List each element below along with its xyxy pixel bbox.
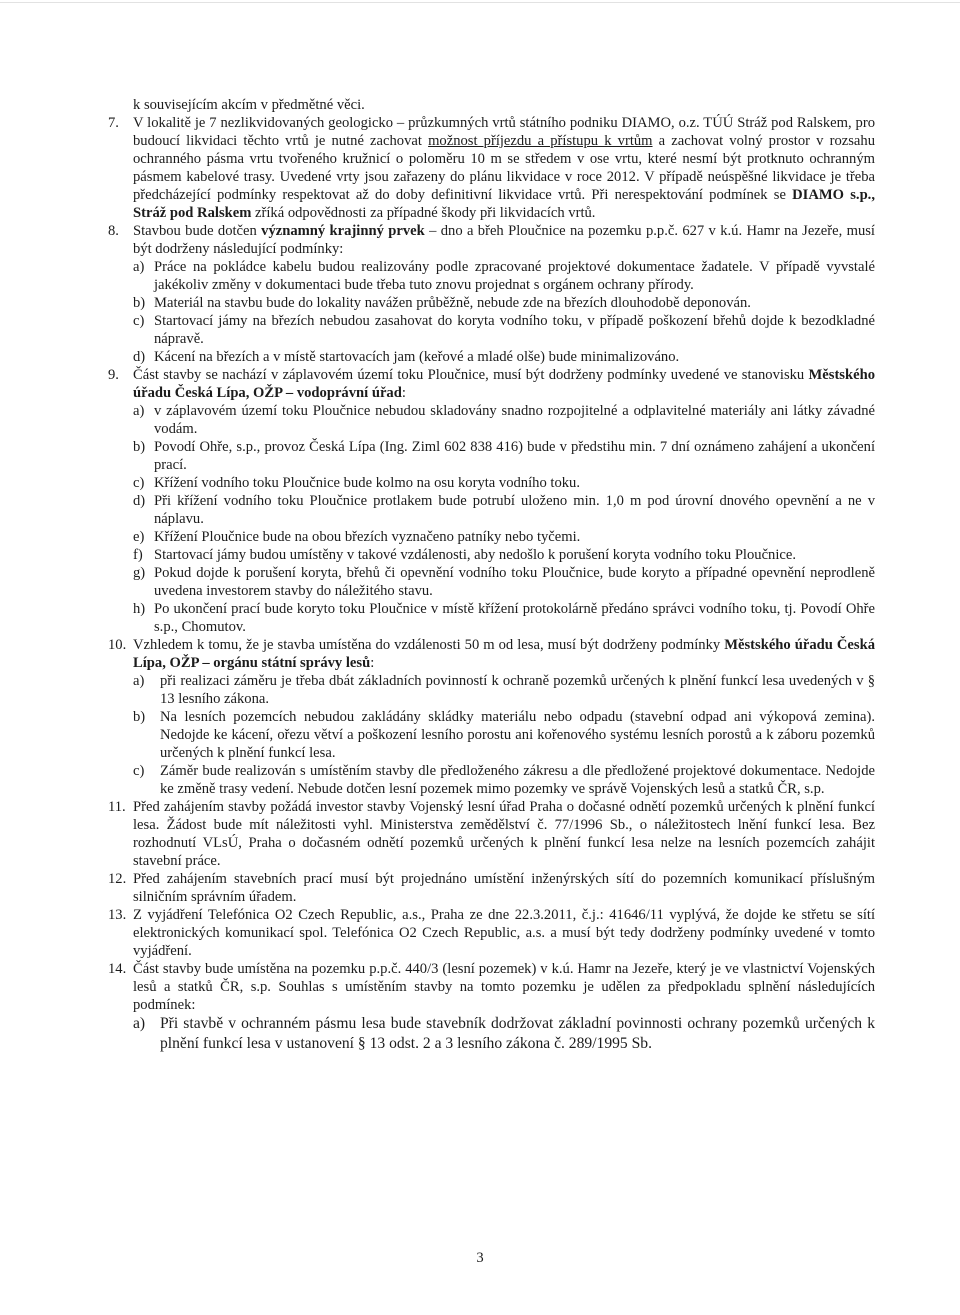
condition-number: 10. <box>108 637 127 653</box>
sub-condition-text: Kácení na březích a v místě startovacích jam (keřové a mladé olše) bude minimalizováno. <box>154 349 680 365</box>
sub-condition <box>133 708 875 762</box>
text-segment: Část stavby bude umístěna na pozemku p.p.č. 440/3 (lesní pozemek) v k.ú. Hamr na Jezeře, který je ve vlastnictví Vojenských lesů a statků ČR, s.p. Souhlas s umístěním stavby na tomto pozemku je udělen za předpokladu splnění následujících podmínek: <box>133 961 875 1013</box>
sub-condition <box>133 438 875 474</box>
sub-condition-label: f) <box>133 547 143 563</box>
sub-condition-label: c) <box>133 763 145 779</box>
condition-item <box>108 870 875 906</box>
text-segment: – dno a břeh Ploučnice na pozemku p.p.č. 627 v k.ú. Hamr na Jezeře, musí být dodrženy následující podmínky: <box>133 223 875 257</box>
sub-condition-label: d) <box>133 349 146 365</box>
underlined-text-segment: možnost příjezdu a přístupu k vrtům <box>428 133 653 149</box>
condition-text <box>133 960 875 1014</box>
sub-condition-text: Při stavbě v ochranném pásmu lesa bude stavebník dodržovat základní povinnosti ochrany pozemků určených k plnění funkcí lesa v ustanovení § 13 odst. 2 a 3 lesního zákona č. 289/1995 Sb. <box>160 1015 875 1052</box>
sub-condition <box>133 1014 875 1054</box>
text-segment: Před zahájením stavebních prací musí být projednáno umístění inženýrských sítí do pozemních komunikací příslušným silničním správním úřadem. <box>133 871 875 905</box>
sub-condition <box>133 528 875 546</box>
condition-item <box>108 222 875 366</box>
sub-condition-label: h) <box>133 601 146 617</box>
condition-item <box>108 798 875 870</box>
bold-text-segment: Městského úřadu Česká Lípa, OŽP – vodoprávní úřad <box>133 367 875 401</box>
text-segment: Z vyjádření Telefónica O2 Czech Republic, a.s., Praha ze dne 22.3.2011, č.j.: 41646/11 vyplývá, že dojde ke střetu se sítí elektronických komunikací spol. Telefónica O2 Czech Republic, a.s. a musí být tedy dodrženy podmínky uvedené v tomto vyjádření. <box>133 907 875 959</box>
sub-condition-text: Startovací jámy budou umístěny v takové vzdálenosti, aby nedošlo k porušení koryta vodního toku Ploučnice. <box>154 547 797 563</box>
sub-condition-text: Startovací jámy na březích nebudou zasahovat do koryta vodního toku, v případě poškození břehů dojde k bezodkladné nápravě. <box>154 313 875 347</box>
condition-number: 11. <box>108 799 126 815</box>
text-segment: Stavbou bude dotčen <box>133 223 262 239</box>
sub-condition-label: b) <box>133 709 146 725</box>
sub-condition <box>133 492 875 528</box>
text-segment: Vzhledem k tomu, že je stavba umístěna do vzdálenosti 50 m od lesa, musí být dodrženy podmínky <box>133 637 725 653</box>
sub-condition-text: Materiál na stavbu bude do lokality navážen průběžně, nebude zde na březích dlouhodobě deponován. <box>154 295 751 311</box>
sub-condition-label: a) <box>133 1015 146 1032</box>
sub-condition <box>133 402 875 438</box>
condition-number: 8. <box>108 223 119 239</box>
condition-number: 13. <box>108 907 127 923</box>
text-segment: zříká odpovědnosti za případné škody při likvidacích vrtů. <box>251 205 596 221</box>
document-body <box>108 96 875 1054</box>
sub-condition <box>133 312 875 348</box>
sub-condition <box>133 348 875 366</box>
sub-condition <box>133 672 875 708</box>
sub-condition-text: Práce na pokládce kabelu budou realizovány podle zpracované projektové dokumentace žadatele. V případě vyvstalé jakékoliv změny v dokumentaci bude třeba tuto znovu projednat s orgánem ochrany přírody. <box>154 259 875 293</box>
sub-condition <box>133 474 875 492</box>
sub-condition-text: Při křížení vodního toku Ploučnice protlakem bude potrubí uloženo min. 1,0 m pod úrovní dnového opevnění a ne v náplavu. <box>154 493 875 527</box>
sub-condition <box>133 762 875 798</box>
condition-text <box>133 636 875 672</box>
condition-text <box>133 906 875 960</box>
bold-text-segment: významný krajinný prvek <box>261 223 425 239</box>
bold-text-segment: DIAMO s.p., Stráž pod Ralskem <box>133 187 875 221</box>
text-segment: Část stavby se nachází v záplavovém území toku Ploučnice, musí být dodrženy podmínky uvedené ve stanovisku <box>133 367 809 383</box>
text-segment: V lokalitě je 7 nezlikvidovaných geologicko – průzkumných vrtů státního podniku DIAMO, o.z. TÚÚ Stráž pod Ralskem, pro budoucí likvidaci těchto vrtů je nutné zachovat <box>133 115 875 149</box>
page-number: 3 <box>476 1250 484 1266</box>
sub-condition-text: Křížení Ploučnice bude na obou březích vyznačeno patníky nebo tyčemi. <box>154 529 581 545</box>
condition-number: 9. <box>108 367 119 383</box>
condition-item <box>108 960 875 1054</box>
sub-condition-label: a) <box>133 673 145 689</box>
sub-condition-label: a) <box>133 259 145 275</box>
condition-item <box>108 636 875 798</box>
bold-text-segment: Městského úřadu Česká Lípa, OŽP – orgánu státní správy lesů <box>133 637 875 671</box>
sub-condition <box>133 258 875 294</box>
text-segment: : <box>401 385 406 401</box>
text-segment: a zachovat volný prostor v rozsahu ochranného pásma vrtu tvořeného kružnicí o poloměru 10 m se středem v ose vrtu, které nesmí být protknuto ochranným pásmem kabelové trasy. Uvedené vrty jsou zařazeny do plánu likvidace v roce 2012. V případě neúspěšné likvidace je třeba předcházející podmínky respektovat až do doby definitivní likvidace vrtů. Při nerespektování podmínek se <box>133 133 875 203</box>
sub-condition-label: d) <box>133 493 146 509</box>
lead-paragraph: k souvisejícím akcím v předmětné věci. <box>133 97 365 113</box>
sub-condition-label: b) <box>133 439 146 455</box>
sub-condition <box>133 294 875 312</box>
condition-text <box>133 222 875 258</box>
condition-item <box>108 906 875 960</box>
condition-number: 14. <box>108 961 127 977</box>
sub-condition-text: Na lesních pozemcích nebudou zakládány skládky materiálu nebo odpadu (stavební odpad ani výkopová zemina). Nedojde ke kácení, ořezu větví a poškození lesního porostu ani kořenového systému lesních porostů a k záboru pozemků určených k plnění funkcí lesa. <box>160 709 875 761</box>
sub-condition-text: Záměr bude realizován s umístěním stavby dle předloženého zákresu a dle předložené projektové dokumentace. Nedojde ke změně trasy vedení. Nebude dotčen lesní pozemek mimo pozemky ve správě Vojenských lesů a statků ČR, s.p. <box>160 763 875 797</box>
sub-condition-label: b) <box>133 295 146 311</box>
condition-text <box>133 798 875 870</box>
sub-condition-label: c) <box>133 475 145 491</box>
sub-condition <box>133 600 875 636</box>
sub-condition-text: Křížení vodního toku Ploučnice bude kolmo na osu koryta vodního toku. <box>154 475 580 491</box>
condition-text <box>133 366 875 402</box>
sub-condition <box>133 546 875 564</box>
numbered-conditions-list <box>108 114 875 1054</box>
condition-item <box>108 366 875 636</box>
sub-condition <box>133 564 875 600</box>
condition-number: 7. <box>108 115 119 131</box>
scan-top-edge <box>0 2 960 3</box>
sub-condition-text: Povodí Ohře, s.p., provoz Česká Lípa (Ing. Ziml 602 838 416) bude v předstihu min. 7 dní oznámeno zahájení a ukončení prací. <box>154 439 875 473</box>
sub-condition-label: c) <box>133 313 145 329</box>
text-segment: : <box>370 655 375 671</box>
sub-condition-label: g) <box>133 565 146 581</box>
sub-condition-label: e) <box>133 529 145 545</box>
sub-condition-text: Pokud dojde k porušení koryta, břehů či opevnění vodního toku Ploučnice, bude koryto a případné opevnění neprodleně uvedena investorem stavby do náležitého stavu. <box>154 565 875 599</box>
sub-condition-label: a) <box>133 403 145 419</box>
condition-item <box>108 114 875 222</box>
condition-text <box>133 114 875 222</box>
condition-text <box>133 870 875 906</box>
sub-condition-text: při realizaci záměru je třeba dbát základních povinností k ochraně pozemků určených k plnění funkcí lesa uvedených v § 13 lesního zákona. <box>160 673 875 707</box>
condition-number: 12. <box>108 871 127 887</box>
text-segment: Před zahájením stavby požádá investor stavby Vojenský lesní úřad Praha o dočasné odnětí pozemků určených k plnění funkcí lesa. Žádost bude mít náležitosti vyhl. Ministerstva zemědělství č. 77/1996 Sb., o náležitostech lnění funkcí lesa. Bez rozhodnutí VLsÚ, Praha o dočasném odnětí pozemků určených k plnění funkcí lesa nelze na lesních pozemcích zahájit stavební práce. <box>133 799 875 869</box>
sub-condition-text: v záplavovém území toku Ploučnice nebudou skladovány snadno rozpojitelné a odplavitelné materiály ani látky závadné vodám. <box>154 403 875 437</box>
sub-condition-text: Po ukončení prací bude koryto toku Ploučnice v místě křížení protokolárně předáno správci vodního toku, tj. Povodí Ohře s.p., Chomutov. <box>154 601 875 635</box>
